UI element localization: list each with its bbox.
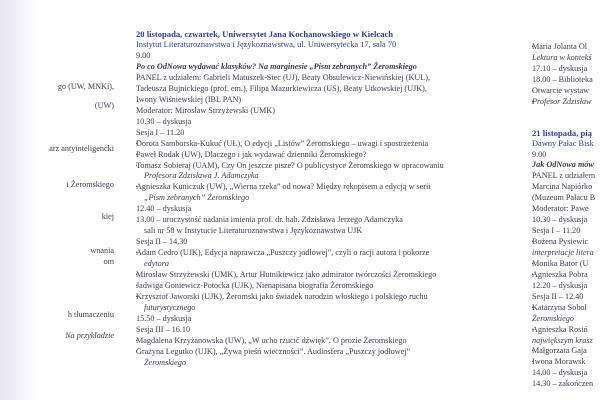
middle-column-line: Po co OdNowa wydawać klasyków? Na marginesie „Pism zebranych” Żeromskiego [136, 61, 417, 71]
right-column-line: 10.30 – dyskusja [532, 215, 588, 225]
right-column-line: • Małgorzata Gaja [532, 346, 587, 356]
middle-column-line: sali nr 58 w Instytucie Literaturoznawstwa i Językoznawstwa UJK [144, 226, 363, 236]
right-column-line: Moderator: Pawe [532, 204, 589, 214]
right-column-line: • Iwona Morawsk [532, 357, 585, 367]
middle-column-line: Tadeusza Bujnickiego (prof. em.), Filipa Mazurkiewicza (US), Beaty Utkowskiej (UJK), [136, 83, 427, 93]
middle-column-line: futurystycznego [144, 303, 196, 312]
right-column-line: Sesja I – 11.20 [532, 226, 581, 236]
left-column-line: arz antyinteligencki [49, 144, 114, 153]
right-column-line: PANEL z udziałem [532, 171, 596, 181]
middle-column-line: • Agnieszka Kuniczuk (UW), „Wierna rzeka” od nowa? Między rękopisem a edycją w serii [136, 182, 431, 192]
right-program-column [532, 0, 600, 400]
left-column-line: wnania [90, 246, 114, 255]
middle-column-line: Sesja I – 11.20 [136, 127, 185, 137]
right-column-line: 12.20 – dyskusja [532, 280, 588, 290]
middle-column-line: • Paweł Rodak (UW), Dlaczego i jak wydawać dzienniki Żeromskiego? [136, 150, 366, 160]
middle-column-line: • Dorota Samborska-Kukuć (UŁ), O edycji „Listów” Żeromskiego – uwagi i spostrzeżenia [136, 139, 428, 149]
right-column-line: (Muzeum Pałacu B [532, 193, 596, 203]
right-column-line: Żeromskiego [532, 313, 574, 323]
right-column-line: • Agnieszka Rosiń [532, 325, 588, 335]
middle-column-line: 10.30 – dyskusja [136, 116, 192, 126]
right-column-line: Lektura w kontekś [532, 52, 592, 62]
middle-column-line: edytora [144, 259, 170, 269]
left-program-column [0, 0, 118, 400]
right-column-line: 17.10 – dyskusja [532, 63, 588, 73]
middle-program-column [136, 0, 470, 400]
middle-column-line: 20 listopada, czwartek, Uniwersytet Jana Kochanowskiego w Kielcach [136, 29, 394, 39]
right-column-line: Sesja II – 12.40 [532, 291, 584, 301]
middle-column-line: 9.00 [136, 50, 151, 60]
middle-column-line: Sesja III – 16.10 [136, 324, 191, 334]
right-column-line: • Maria Jolanta Ol [532, 42, 587, 52]
left-column-line: Na przykładzie [65, 331, 114, 340]
middle-column-line: Instytut Literaturoznawstwa i Językoznawstwa, ul. Uniwersytecka 17, sala 70 [136, 39, 397, 49]
middle-column-line: • Jadwiga Goniewicz-Potocka (UJK), Nienapisana biografia Żeromskiego [136, 281, 373, 291]
right-column-line: 14.30 – zakończen [532, 379, 594, 389]
middle-column-line: Sesja II – 14.30 [136, 237, 188, 247]
right-column-line: • Katarzyna Sobol [532, 303, 587, 313]
middle-column-line: • Mirosław Strzyżewski (UMK), Artur Hutnikiewicz jako admirator twórczości Żeromskiego [136, 270, 436, 280]
middle-column-line: 12.40 – dyskusja [136, 204, 192, 214]
right-column-line: • Profesor Zdzisław [532, 97, 592, 107]
right-column-line: • Otwarcie wystaw [532, 86, 589, 96]
middle-column-line: PANEL z udziałem: Gabrieli Matuszek-Stec (UJ), Beaty Obsulewicz-Niewińskiej (KUL), [136, 72, 431, 82]
right-column-line: 9.00 [532, 149, 547, 159]
left-column-line: (UW) [94, 101, 114, 110]
right-column-line: • Agnieszka Pobra [532, 270, 588, 280]
left-column-line: om [103, 257, 114, 266]
middle-column-line: • Tomasz Sobieraj (UAM), Czy On jeszcze pisze? O publicystyce Żeromskiego w opracowaniu [136, 161, 444, 171]
middle-column-line: Profesora Zdzisława J. Adamczyka [144, 171, 259, 181]
right-column-line: największym krasz [532, 335, 593, 345]
right-column-line: 14.00 – dyskusja [532, 368, 588, 378]
left-column-line: kiej [101, 212, 114, 221]
right-column-line: interpretacje litera [532, 247, 594, 257]
right-column-line: 18.00 – Biblioteka [532, 74, 593, 84]
middle-column-line: „Pism zebranych” Żeromskiego [144, 193, 250, 203]
left-column-line: h tłumaczeniu [67, 310, 114, 319]
right-column-line: Jak OdNowa mów [532, 160, 594, 170]
middle-column-line: 15.50 – dyskusja [136, 313, 192, 323]
right-column-line: • Bożena Pysiewic [532, 237, 588, 247]
middle-column-line: Iwony Wiśniewskiej (IBL PAN) [136, 94, 242, 104]
right-column-line: • Monika Bator (U [532, 259, 588, 269]
middle-column-line: Moderator: Mirosław Strzyżewski (UMK) [136, 105, 275, 115]
right-column-line: 21 listopada, pią [532, 127, 592, 138]
left-column-line: go (UW, MNKi), [57, 82, 114, 91]
right-column-line: Marcina Napiórko [532, 182, 593, 192]
middle-column-line: Żeromskiego [144, 357, 186, 367]
left-column-line: i Żeromskiego [66, 180, 114, 189]
middle-column-line: • Krzysztof Jaworski (UJK), Żeromski jako świadek narodzin włoskiego i polskiego ruchu [136, 292, 428, 302]
middle-column-line: 13.00 – uroczystość nadania imienia prof. dr. hab. Zdzisława Jerzego Adamczyka [136, 215, 403, 225]
middle-column-line: • Grażyna Legutko (UJK), „Żywa pieśń wieczności”. Audiosfera „Puszczy jodłowej” [136, 347, 410, 357]
right-column-line: Dawny Pałac Bisk [532, 138, 594, 148]
middle-column-line: • Adam Cedro (UJK), Edycja naprawcza „Puszczy jodłowej”, czyli o racji autora i pokorze [136, 248, 429, 258]
middle-column-line: • Magdalena Krzyżanowska (UW), „W ucho rzucić dźwięk”. O prozie Żeromskiego [136, 336, 407, 346]
